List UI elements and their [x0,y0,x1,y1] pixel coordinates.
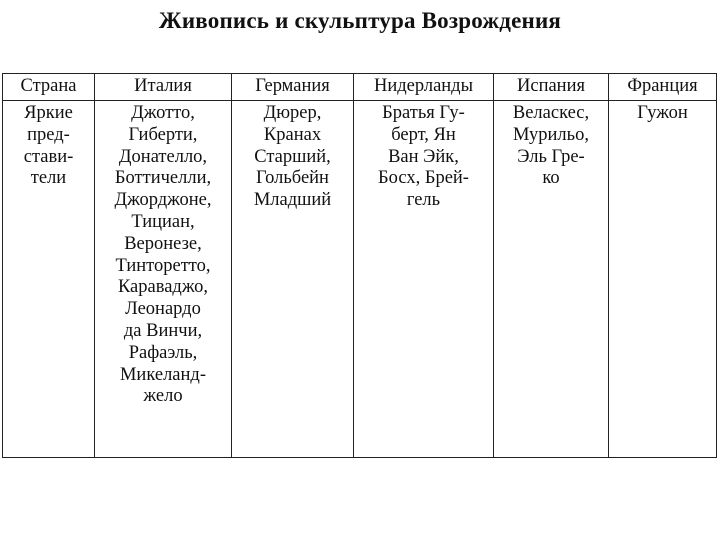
cell-line: Гужон [637,103,688,123]
cell-line: Мурильо, [513,124,589,145]
cell-line: Босх, Брей- [378,168,469,189]
cell-line: Гиберти, [128,124,198,145]
cell-line: берт, Ян [391,124,456,145]
cell-line: Рафаэль, [128,342,198,363]
cell-germany-artists [232,101,354,458]
cell-line: тели [30,168,67,189]
cell-line: Микеланд- [119,364,206,385]
cell-netherlands-artists [354,101,494,458]
cell-line: стави- [23,146,74,167]
cell-line: Леонардо [125,299,201,320]
cell-line: Тициан, [131,211,195,232]
cell-line: Караваджо, [117,277,209,298]
cell-spain-artists [494,101,609,458]
cell-line: Эль Гре- [517,146,585,167]
header-spain: Испания [494,74,609,101]
cell-line: Дюрер, [263,103,322,123]
header-country: Страна [3,74,95,101]
cell-italy-artists [95,101,232,458]
cell-line: Братья Гу- [382,103,465,123]
cell-line: Яркие [24,103,73,123]
cell-line: пред- [27,124,70,145]
header-italy: Италия [95,74,232,101]
cell-line: Кранах [263,124,322,145]
header-netherlands: Нидерланды [354,74,494,101]
cell-line: Боттичелли, [114,168,212,189]
cell-line: Донателло, [118,146,208,167]
header-france: Франция [609,74,717,101]
cell-line: жело [143,386,183,407]
table-body [3,101,717,458]
cell-representatives-label [3,101,95,458]
cell-line: Джорджоне, [114,190,212,211]
cell-line: Ван Эйк, [388,146,459,167]
cell-line: Гольбейн [256,168,329,189]
cell-line: Младший [253,190,332,211]
cell-line: ко [542,168,560,189]
page-title: Живопись и скульптура Возрождения [158,8,562,33]
cell-line: гель [406,190,441,211]
renaissance-table [2,73,717,458]
cell-france-artists [609,101,717,458]
cell-line: Джотто, [131,103,195,123]
cell-line: Тинторетто, [115,255,211,276]
header-germany: Германия [232,74,354,101]
table-row [3,101,717,458]
cell-line: Старший, [254,146,331,167]
cell-line: Веласкес, [512,103,590,123]
cell-line: Веронезе, [124,233,202,254]
cell-line: да Винчи, [123,320,203,341]
table-header-row [3,74,717,101]
